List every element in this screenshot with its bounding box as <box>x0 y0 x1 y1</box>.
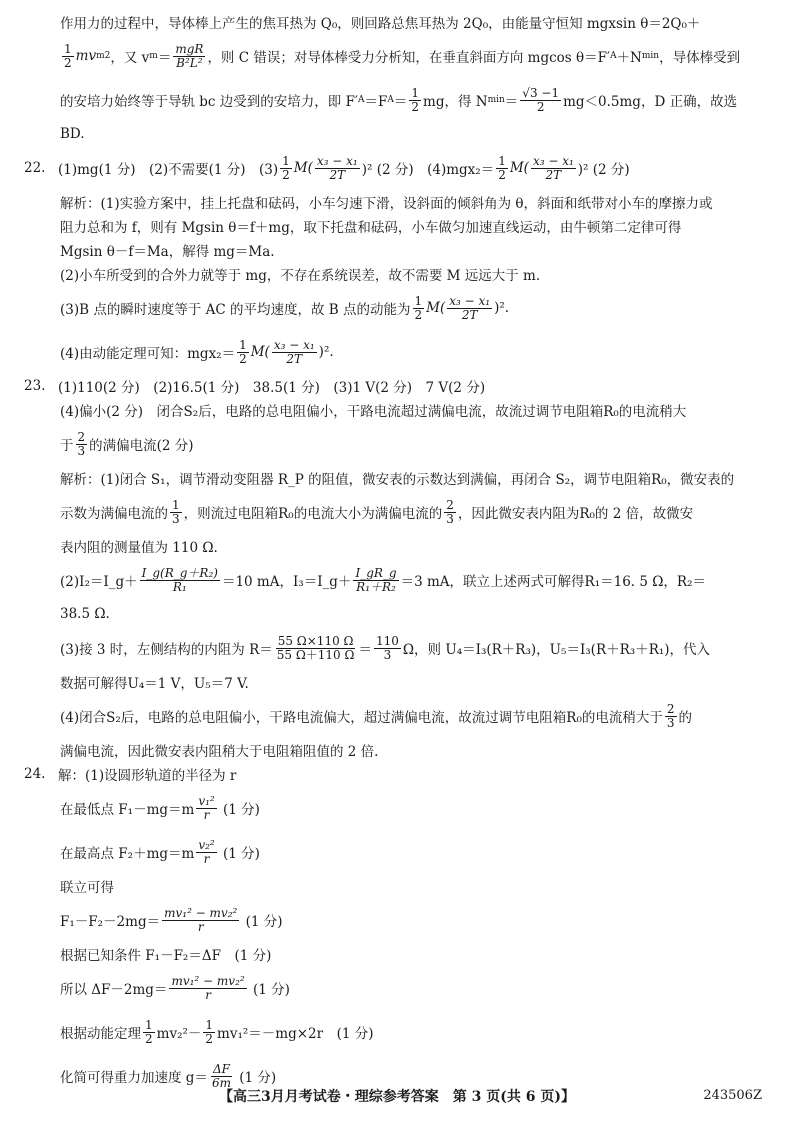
q23-explain-1: 解析：(1)闭合 S₁，调节滑动变阻器 R_P 的阻值，微安表的示数达到满偏，再闭合 S₂，调节电阻箱R₀，微安表的 <box>60 472 735 488</box>
question-number: 23. <box>24 378 46 394</box>
fraction: $\frac{I\_gR\_g}{\text{R₁＋R₂}}$ <box>355 565 397 594</box>
q22-answer: 22. (1)mg(1 分) (2)不需要(1 分) (3) $\frac{1}{2}$ M( $\frac{\text{x₃ − x₁}}{2T}$ )² (2 分) (4)mgx₂＝ $\frac{1}{2}$ M( $\frac{\text{x₃ − x₁}}{2T}$ )² (2 分) <box>24 153 630 182</box>
q23-explain-6: (3)接 3 时，左侧结构的内阻为 R＝ $\frac{55 \Omega\times 110 \Omega}{55 \Omega+110 \Omega}$ ＝ $\frac{110}{3}$ Ω，则 U₄＝I₃(R＋R₃)，U₅＝I₃(R＋R₃＋R₁)，代入 <box>60 633 711 662</box>
q22-explain-3: Mgsin θ－f＝Ma，解得 mg＝Ma. <box>60 244 275 260</box>
q22-explain-2: 阻力总和为 f，则有 Mgsin θ＝f＋mg，取下托盘和砝码，小车做匀加速直线运动，由牛顿第二定律可得 <box>60 220 682 236</box>
question-number: 22. <box>24 160 46 176</box>
q21-line-3: 的安培力始终等于导轨 bc 边受到的安培力，即 F′ A ＝F A ＝ $\frac{1}{2}$ mg，得 N min ＝ $\frac{√3 -1}{2}$ mg＜0.5mg，D 正确，故选 <box>60 85 738 114</box>
fraction: $\frac{1}{3}$ <box>172 497 180 526</box>
fraction: $\frac{1}{2}$ <box>205 1017 214 1046</box>
q24-line-8: 化简可得重力加速度 g＝ $\frac{\Delta F}{6m}$ (1 分) <box>60 1061 277 1090</box>
q22-explain-1: 解析：(1)实验方案中，挂上托盘和砝码，小车匀速下滑，设斜面的倾斜角为 θ，斜面和纸带对小车的摩擦力或 <box>60 196 713 212</box>
q24-line-0: 24. 解：(1)设圆形轨道的半径为 r <box>24 766 237 784</box>
fraction: $\frac{1}{2}$ <box>145 1017 153 1046</box>
q24-line-3: 联立可得 <box>60 880 114 896</box>
fraction: $\frac{1}{2}$ <box>414 293 423 322</box>
fraction: $\frac{\text{v₂²}}{r}$ <box>198 837 215 866</box>
fraction: $\frac{1}{2}$ <box>411 85 420 114</box>
fraction: $\frac{2}{3}$ <box>666 701 675 730</box>
q23-explain-8: (4)闭合S₂后，电路的总电阻偏小，干路电流偏大，超过满偏电流，故流过调节电阻箱R₀的电流稍大于 $\frac{2}{3}$ 的 <box>60 701 692 730</box>
text: 作用力的过程中，导体棒上产生的焦耳热为 Q₀，则回路总焦耳热为 2Q₀，由能量守恒知 mgxsin θ＝2Q₀＋ <box>60 16 701 32</box>
q23-answer-2: (4)偏小(2 分) 闭合S₂后，电路的总电阻偏小，干路电流超过满偏电流，故流过调节电阻箱R₀的电流稍大 <box>60 404 687 420</box>
q23-explain-5: 38.5 Ω. <box>60 606 110 622</box>
q23-explain-3: 表内阻的测量值为 110 Ω. <box>60 540 218 556</box>
q24-line-6: 所以 ΔF－2mg＝ $\frac{\text{mv₁² − mv₂²}}{r}$ (1 分) <box>60 973 290 1002</box>
q23-answer-1: 23. (1)110(2 分) (2)16.5(1 分) 38.5(1 分) (3)1 V(2 分) 7 V(2 分) <box>24 378 486 396</box>
fraction: $\frac{√3 -1}{2}$ <box>522 85 560 114</box>
fraction: $\frac{\text{x₃ − x₁}}{2T}$ <box>532 153 574 182</box>
fraction: $\frac{2}{3}$ <box>446 497 454 526</box>
page-footer: 【高三3月月考试卷・理综参考答案 第 3 页(共 6 页)】 <box>219 1089 575 1105</box>
q23-answer-3: 于 $\frac{2}{3}$ 的满偏电流(2 分) <box>60 429 194 458</box>
document-code: 243506Z <box>703 1088 762 1103</box>
q21-line-1 <box>60 10 768 34</box>
q24-line-7: 根据动能定理 $\frac{1}{2}$ mv₂²－ $\frac{1}{2}$ mv₁²＝－mg×2r (1 分) <box>60 1017 374 1046</box>
q24-line-5: 根据已知条件 F₁－F₂＝ΔF (1 分) <box>60 948 272 964</box>
q21-line-4: BD. <box>60 126 85 142</box>
q23-explain-4: (2)I₂＝I_g＋ $\frac{\text{I\_g(R\_g＋R₂)}}{\text{R₁}}$ ＝10 mA，I₃＝I_g＋ $\frac{I\_gR\_g}{\text{R₁＋R₂}}$ ＝3 mA，联立上述两式可解得R₁＝16. 5 Ω，R₂＝ <box>60 565 707 594</box>
q23-explain-2: 示数为满偏电流的 $\frac{1}{3}$ ，则流过电阻箱R₀的电流大小为满偏电流的 $\frac{2}{3}$ ，因此微安表内阻为R₀的 2 倍，故微安 <box>60 497 694 526</box>
fraction: $\frac{55 \Omega\times 110 \Omega}{55 \Omega+110 \Omega}$ <box>276 633 355 662</box>
fraction: $\frac{\text{x₃ − x₁}}{2T}$ <box>316 153 358 182</box>
fraction: $\frac{2}{3}$ <box>77 429 86 458</box>
fraction: $\frac{\text{x₃ − x₁}}{2T}$ <box>273 337 315 366</box>
fraction: $\frac{\text{x₃ − x₁}}{2T}$ <box>449 293 491 322</box>
fraction: $\frac{\text{v₁²}}{r}$ <box>198 793 215 822</box>
fraction: $\frac{\text{mv₁² − mv₂²}}{r}$ <box>164 905 238 934</box>
fraction: $\frac{\Delta F}{6m}$ <box>211 1061 231 1090</box>
fraction: $\frac{1}{2}$ <box>282 153 290 182</box>
fraction: $\frac{\text{mv₁² − mv₂²}}{r}$ <box>171 973 245 1002</box>
fraction: $\frac{1}{2}$ <box>64 41 72 70</box>
question-number: 24. <box>24 766 46 782</box>
q22-explain-4: (2)小车所受到的合外力就等于 mg，不存在系统误差，故不需要 M 远远大于 m. <box>60 268 541 284</box>
q21-line-2: $\frac{1}{2}$ mv m 2 ，又 v m ＝ $\frac{\text{mgR}}{\text{B²L²}}$ ，则 C 错误；对导体棒受力分析知，在垂直斜面方向 mgcos θ＝F′ A ＋N min ，导体棒受到 <box>64 41 741 70</box>
q23-explain-9: 满偏电流，因此微安表内阻稍大于电阻箱阻值的 2 倍. <box>60 744 379 760</box>
q22-explain-6: (4)由动能定理可知：mgx₂＝ $\frac{1}{2}$ M( $\frac{\text{x₃ − x₁}}{2T}$ )². <box>60 337 334 366</box>
fraction: $\frac{110}{3}$ <box>375 633 399 662</box>
q23-explain-7: 数据可解得U₄＝1 V，U₅＝7 V. <box>60 676 249 692</box>
fraction: $\frac{\text{mgR}}{\text{B²L²}}$ <box>175 41 204 70</box>
fraction: $\frac{1}{2}$ <box>239 337 247 366</box>
fraction: $\frac{\text{I\_g(R\_g＋R₂)}}{\text{R₁}}$ <box>141 565 218 594</box>
q24-line-2: 在最高点 F₂＋mg＝m $\frac{\text{v₂²}}{r}$ (1 分) <box>60 837 260 866</box>
q24-line-1: 在最低点 F₁－mg＝m $\frac{\text{v₁²}}{r}$ (1 分) <box>60 793 260 822</box>
q24-line-4: F₁－F₂－2mg＝ $\frac{\text{mv₁² − mv₂²}}{r}$ (1 分) <box>60 905 283 934</box>
q22-explain-5: (3)B 点的瞬时速度等于 AC 的平均速度，故 B 点的动能为 $\frac{1}{2}$ M( $\frac{\text{x₃ − x₁}}{2T}$ )². <box>60 293 510 322</box>
fraction: $\frac{1}{2}$ <box>498 153 506 182</box>
